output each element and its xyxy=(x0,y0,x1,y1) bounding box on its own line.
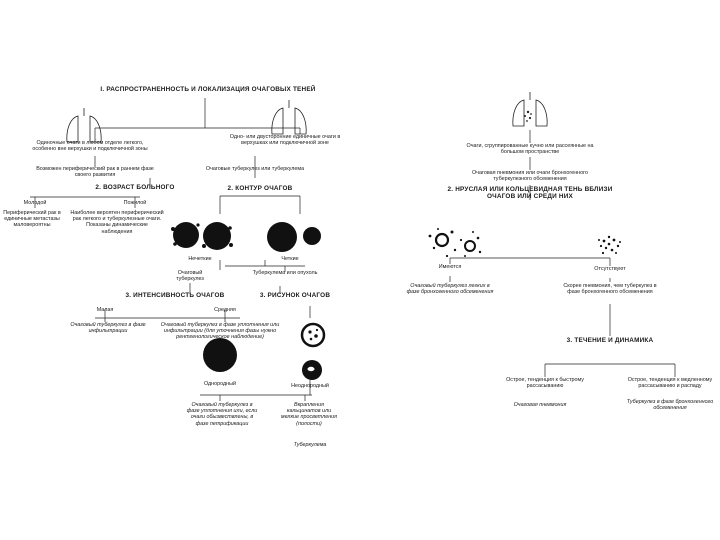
elderly-label: Пожилой xyxy=(123,200,147,206)
one-or-two-sided-text: Одно- или двусторонние единичные очаги в верхушках или подключичной зоне xyxy=(229,134,341,147)
lungs-icon-right xyxy=(513,92,547,126)
tuberculoma-or-tumor-label: Туберкулема или опухоль xyxy=(252,270,318,276)
heading-intensity: 3. ИНТЕНСИВНОСТЬ ОЧАГОВ xyxy=(125,292,225,299)
fuzzy-foci-images xyxy=(171,222,233,250)
medium-label: Средняя xyxy=(214,307,236,313)
absent-description: Скорее пневмония, чем туберкулез в фазе бронхогенного обсеменения xyxy=(563,283,657,296)
tuberculoma-label: Туберкулема xyxy=(293,442,327,448)
subacute-description: Острое, тенденция к медленному рассасыванию и распаду xyxy=(627,377,713,390)
ring-shadow-present-images xyxy=(429,228,482,257)
single-foci-text: Одиночные очаги в любом отделе легкого, особенно вне верхушки и подключичной зоны xyxy=(32,140,148,153)
scattered-foci-text: Очаги, сгруппированные кучно или рассеянные на большом пространстве xyxy=(466,143,594,156)
absent-label: Отсутствуют xyxy=(594,266,626,272)
elderly-description: Наиболее вероятен периферический рак легкого и туберкулезные очаги. Показаны динамические наблюдения xyxy=(70,210,164,235)
heading-pattern: 3. РИСУНОК ОЧАГОВ xyxy=(259,292,331,299)
tb-or-pneumonia-text: Очаговая пневмония или очаги бронхогенного туберкулезного обсеменения xyxy=(471,170,589,183)
homogeneous-description: Очаговый туберкулез в фазе уплотнения или, если очаги обызвествлены, в фазе петрификации xyxy=(186,402,258,427)
lungs-icon-left xyxy=(67,108,101,142)
heading-contour: 2. КОНТУР ОЧАГОВ xyxy=(227,185,293,192)
homogeneous-focus-image xyxy=(203,338,237,372)
lungs-icon-middle xyxy=(272,100,306,134)
homogeneous-label: Однородный xyxy=(203,381,237,387)
sharp-foci-images xyxy=(267,222,321,252)
acute-description: Острое, тенденция к быстрому рассасыванию xyxy=(506,377,584,390)
low-label: Малая xyxy=(96,307,114,313)
young-label: Молодой xyxy=(23,200,47,206)
peripheral-cancer-text: Возможен периферический рак в раннем фазе своего развития xyxy=(36,166,154,179)
focal-tb-label: Очаговый туберкулез xyxy=(176,270,204,283)
heading-age: 2. ВОЗРАСТ БОЛЬНОГО xyxy=(95,184,175,191)
sharp-label: Четкие xyxy=(281,256,299,262)
pneumonia-label: Очаговая пневмония xyxy=(513,402,567,408)
medium-description: Очаговый туберкулез в фазе уплотнения или инфильтрации (для уточнения фазы нужно рентгенологическое наблюдение) xyxy=(160,322,280,341)
low-description: Очаговый туберкулез в фазе инфильтрации xyxy=(70,322,146,335)
heterogeneous-description: Вкрапления кальцинатов или мелкие просветления (полости) xyxy=(280,402,338,427)
heterogeneous-foci-images xyxy=(302,324,324,380)
heterogeneous-label: Неоднородный xyxy=(291,383,329,389)
heading-ring-shadow: 2. НРУСЛАЯ ИЛИ КОЛЬЦЕВИДНАЯ ТЕНЬ ВБЛИЗИ ОЧАГОВ ИЛИ СРЕДИ НИХ xyxy=(447,186,613,200)
fuzzy-label: Нечеткие xyxy=(188,256,212,262)
tb-dissemination-label: Туберкулез в фазе бронхогенного обсеменения xyxy=(626,399,714,412)
ring-shadow-absent-images xyxy=(598,236,621,254)
tb-foci-text: Очаговые туберкулез или туберкулема xyxy=(205,166,305,172)
present-label: Имеются xyxy=(438,264,462,270)
heading-distribution: I. РАСПРОСТРАНЕННОСТЬ И ЛОКАЛИЗАЦИЯ ОЧАГОВЫХ ТЕНЕЙ xyxy=(100,86,316,93)
young-description: Периферический рак в единичные метастазы маловероятны xyxy=(3,210,61,229)
heading-dynamics: 3. ТЕЧЕНИЕ И ДИНАМИКА xyxy=(566,337,654,344)
present-description: Очаговый туберкулез легких в фазе бронхогенного обсеменения xyxy=(406,283,494,296)
